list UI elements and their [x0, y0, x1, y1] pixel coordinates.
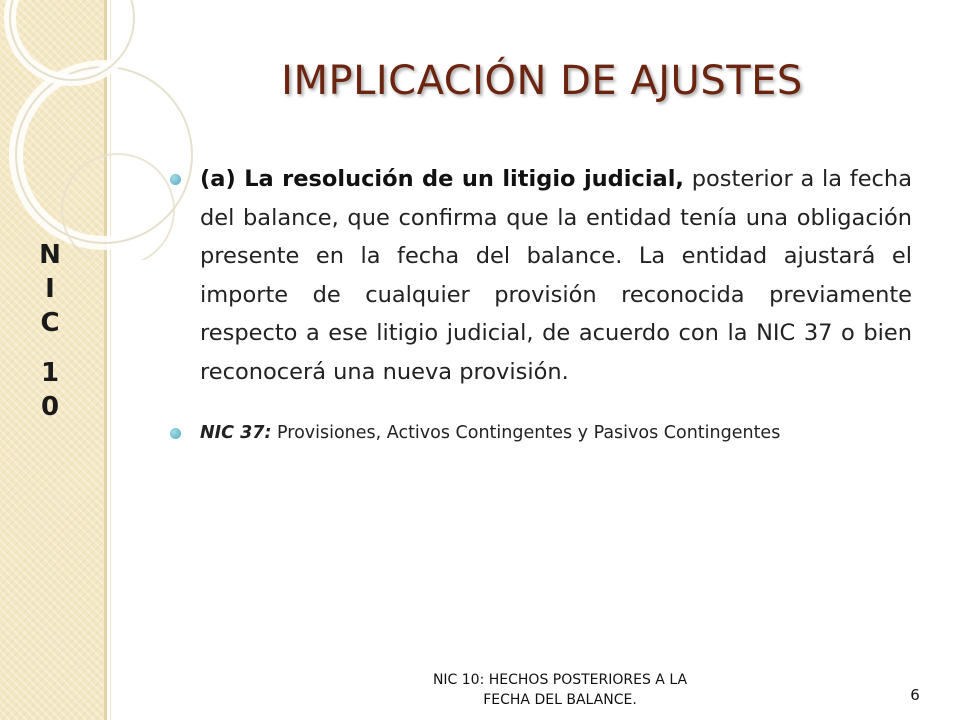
- bullet-bold-lead: (a) La resolución de un litigio judicial,: [200, 166, 684, 192]
- bullet-icon: [170, 174, 181, 185]
- slide-title: IMPLICACIÓN DE AJUSTES: [281, 58, 803, 104]
- slide-content: [160, 160, 912, 447]
- vertical-char: 1: [40, 358, 60, 388]
- bullet-text: [200, 419, 912, 447]
- bullet-body: Provisiones, Activos Contingentes y Pasivos Contingentes: [271, 423, 781, 443]
- vertical-char: 0: [40, 392, 60, 422]
- bullet-italic-lead: NIC 37:: [200, 423, 272, 443]
- bullet-body: posterior a la fecha del balance, que confirma que la entidad tenía una obligación presente en la fecha del balance. La entidad ajustará el importe de cualquier provisión reconocida previamente respecto a ese litigio judicial, de acuerdo con la NIC 37 o bien reconocerá una nueva provisión.: [200, 166, 912, 385]
- vertical-char: C: [40, 308, 60, 338]
- slide-footer: [395, 670, 725, 710]
- vertical-char: I: [45, 274, 55, 304]
- footer-line: NIC 10: HECHOS POSTERIORES A LA: [432, 672, 688, 688]
- footer-line: FECHA DEL BALANCE.: [483, 692, 637, 708]
- vertical-char: N: [39, 240, 61, 270]
- bullet-item: [160, 419, 912, 447]
- vertical-label: [34, 238, 66, 424]
- bullet-text: [200, 160, 912, 391]
- bullet-item: [160, 160, 912, 391]
- band-divider: [104, 0, 107, 720]
- band-divider-thin: [110, 0, 111, 720]
- page-number: 6: [910, 686, 920, 704]
- bullet-icon: [170, 428, 181, 439]
